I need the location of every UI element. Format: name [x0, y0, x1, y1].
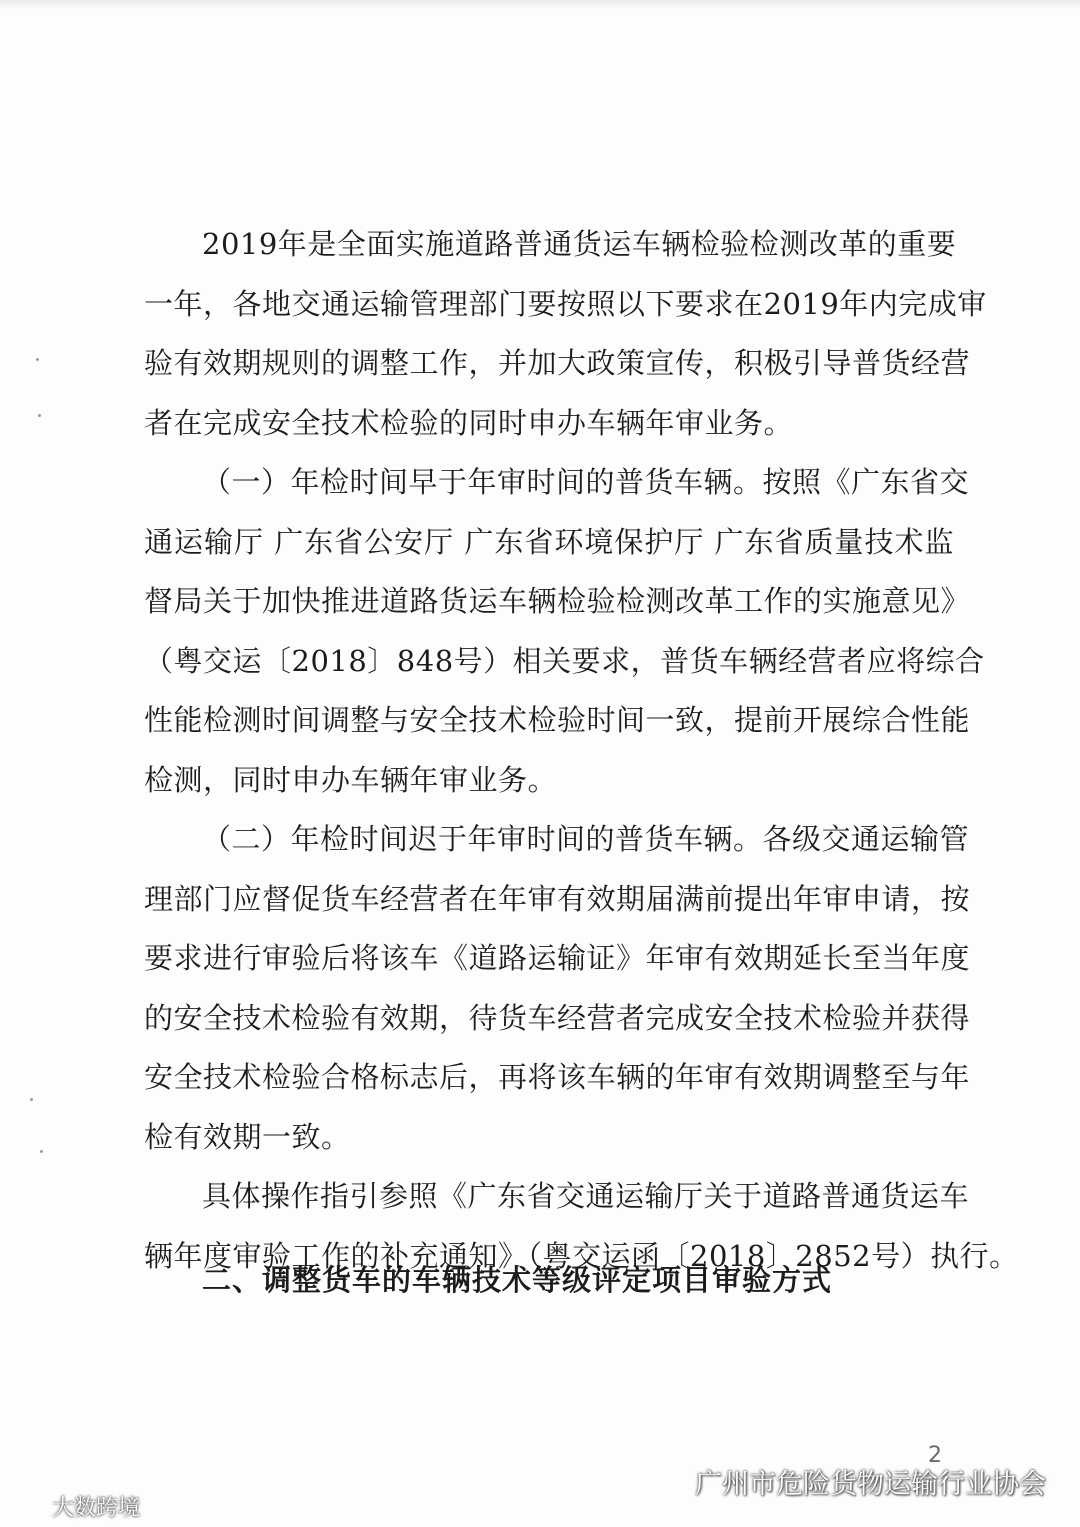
- section-heading: 二、调整货车的车辆技术等级评定项目审验方式: [202, 1263, 833, 1297]
- scan-speck: [38, 414, 41, 417]
- paragraph-4-line-2: 辆年度审验工作的补充通知》（粤交运函〔2018〕2852号）执行。: [144, 1238, 1019, 1273]
- page-number: 2: [928, 1443, 942, 1468]
- paragraph-3-line-6: 检有效期一致。: [144, 1119, 351, 1154]
- paragraph-3-line-1: （二）年检时间迟于年审时间的普货车辆。各级交通运输管: [202, 822, 970, 856]
- paragraph-3-line-2: 理部门应督促货车经营者在年审有效期届满前提出年审申请，按: [144, 881, 971, 916]
- paragraph-2-line-2: 通运输厅 广东省公安厅 广东省环境保护厅 广东省质量技术监: [144, 524, 954, 559]
- scan-speck: [36, 358, 39, 361]
- paragraph-2-line-5: 性能检测时间调整与安全技术检验时间一致，提前开展综合性能: [144, 703, 971, 737]
- paragraph-3-line-5: 安全技术检验合格标志后，再将该车辆的年审有效期调整至与年: [144, 1060, 971, 1094]
- paragraph-2-line-3: 督局关于加快推进道路货运车辆检验检测改革工作的实施意见》: [144, 584, 971, 618]
- paragraph-2-line-1: （一）年检时间早于年审时间的普货车辆。按照《广东省交: [202, 465, 970, 499]
- paragraph-3-line-4: 的安全技术检验有效期，待货车经营者完成安全技术检验并获得: [144, 1000, 971, 1035]
- paragraph-4-line-1: 具体操作指引参照《广东省交通运输厅关于道路普通货运车: [202, 1179, 970, 1213]
- wechat-icon: [647, 1463, 687, 1500]
- watermark-right-text: 广州市危险货物运输行业协会: [695, 1469, 1046, 1500]
- document-body: [144, 215, 1019, 1286]
- paragraph-2-line-6: 检测，同时申办车辆年审业务。: [144, 762, 558, 797]
- watermark-left: [8, 1490, 140, 1522]
- paragraph-1-line-1: 2019年是全面实施道路普通货运车辆检验检测改革的重要: [202, 227, 957, 261]
- weibo-icon: [8, 1490, 48, 1522]
- scan-edge-shadow: [0, 0, 1080, 10]
- paragraph-1-line-4: 者在完成安全技术检验的同时申办车辆年审业务。: [144, 405, 794, 440]
- paragraph-1-line-3: 验有效期规则的调整工作，并加大政策宣传，积极引导普货经营: [144, 346, 971, 380]
- paragraph-3-line-3: 要求进行审验后将该车《道路运输证》年审有效期延长至当年度: [144, 941, 971, 975]
- paragraph-2-line-4: （粤交运〔2018〕848号）相关要求，普货车辆经营者应将综合: [144, 643, 985, 678]
- watermark-right: [647, 1462, 1046, 1501]
- scan-speck: [30, 1098, 33, 1101]
- paragraph-1-line-2: 一年，各地交通运输管理部门要按照以下要求在2019年内完成审: [144, 286, 987, 321]
- watermark-left-text: 大数跨境: [52, 1495, 141, 1521]
- scan-speck: [40, 1150, 43, 1153]
